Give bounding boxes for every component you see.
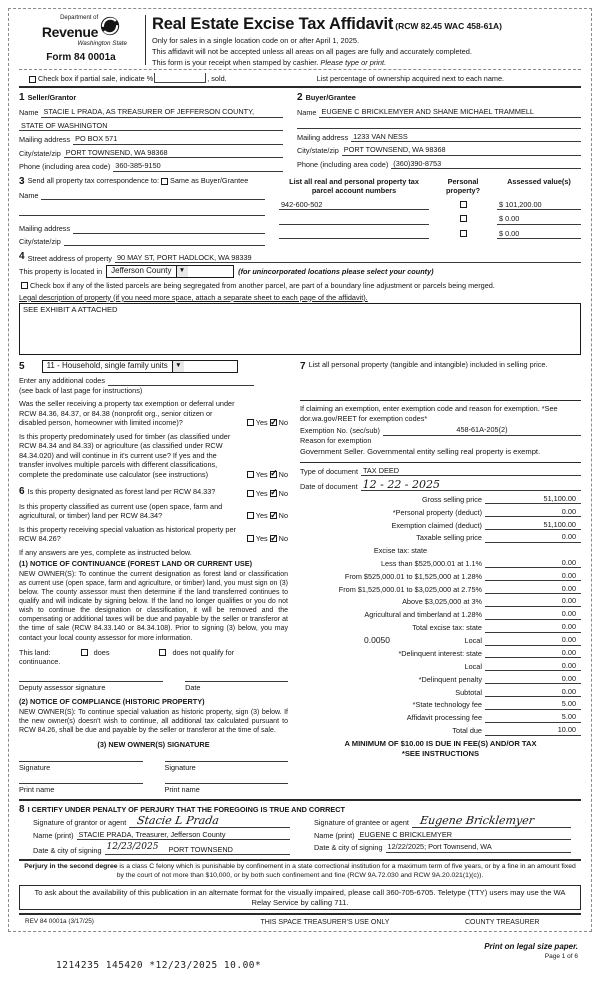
header-note-2: This affidavit will not be accepted unless all areas on all pages are fully and accurately completed. (152, 47, 472, 57)
subtotal-value[interactable]: 0.00 (485, 687, 581, 697)
segregated-checkbox[interactable] (21, 282, 28, 289)
notice-continuance-body: NEW OWNER(S): To continue the current designation as forest land or classification as current use (open space, farm and agriculture, or timber) land, you must sign on (3) below. The county assessor must then determine if the land transferred continues to qualify and will indicate by signing below. If the land no longer qualifies or you do not wish to continue the designation or classification, it will be removed and the compensating or additional taxes will be due and payable by the seller or transferor at the time of sale (RCW 84.33.140 or 84.34.108). Prior to signing (3) below, you may contact your local county assessor for more information. (19, 570, 288, 642)
county-dropdown[interactable] (106, 265, 234, 278)
agricultural-value[interactable]: 0.00 (485, 609, 581, 619)
doc-type-label: Type of document (300, 466, 359, 476)
correspondence-label: Send all property tax correspondence to: (27, 176, 159, 186)
forest-question: Is this property designated as forest land per RCW 84.33? (27, 487, 216, 496)
exemption-no-field[interactable]: 458-61A-205(2) (383, 425, 581, 435)
new-owner-print-line-1[interactable] (19, 783, 143, 794)
same-as-buyer-label: Same as Buyer/Grantee (170, 176, 249, 186)
print-name-label-1: Print name (19, 784, 55, 794)
revenue-wordmark: Revenue (41, 23, 99, 40)
parcel-number-3[interactable] (279, 229, 429, 239)
bracket-3-value[interactable]: 0.00 (485, 584, 581, 594)
section-use (19, 360, 288, 373)
treasurer-use-label: THIS SPACE TREASURER'S USE ONLY (260, 919, 390, 927)
land-use-code-value: 11 - Household, single family units (46, 361, 168, 371)
codes-note: (see back of last page for instructions) (19, 385, 143, 395)
section-certify (19, 799, 581, 855)
corr-name-field[interactable] (41, 192, 265, 200)
corr-city-field[interactable] (64, 238, 265, 246)
bracket-1-value[interactable]: 0.00 (485, 558, 581, 568)
personal-property-deduct-label: *Personal property (deduct) (392, 507, 482, 517)
timber-question: Is this property predominately used for timber (as classified under RCW 84.34 and 84.33) or agriculture (as classified under RCW 84.34.020) and will continue in it's current use? If yes and the transfer involves multiple parcels with different classifications, complete the predominate use calculator (see instructions) (19, 431, 231, 479)
partial-sale-percent-field[interactable] (154, 73, 206, 83)
county-note: (for unincorporated locations please select your county) (238, 266, 434, 276)
forest-yes-checkbox[interactable] (247, 490, 254, 497)
bracket-4-label: Above $3,025,000 at 3% (402, 597, 482, 607)
buyer-mailing-field[interactable]: 1233 VAN NESS (351, 132, 581, 142)
cashier-stamp: 1214235 145420 *12/23/2025 10.00* (56, 960, 262, 972)
current-use-no-checkbox[interactable] (270, 512, 277, 519)
section-1-number: 1 (19, 92, 25, 104)
land-does-checkbox[interactable] (81, 649, 88, 656)
seller-name-field-2[interactable]: STATE OF WASHINGTON (19, 121, 283, 131)
exemption-reason-label: Reason for exemption (300, 435, 372, 445)
historic-no-checkbox[interactable] (270, 535, 277, 542)
partial-sale-label: Check box if partial sale, indicate % (38, 73, 154, 83)
grantor-name-field[interactable]: STACIE PRADA, Treasurer, Jefferson County (77, 830, 290, 840)
bracket-1-label: Less than $525,000.01 at 1.1% (380, 558, 482, 568)
section-personal-property (300, 360, 581, 373)
alternate-format-notice: To ask about the availability of this publication in an alternate format for the visually impaired, please call 360-705-6705. Teletype (TTY) users may use the WA Relay Service by calling 711. (19, 885, 581, 911)
partial-sale-row (19, 69, 581, 86)
minimum-fee-note: A MINIMUM OF $10.00 IS DUE IN FEE(S) AND/OR TAX (344, 738, 537, 748)
seller-name-field[interactable]: STACIE L PRADA, AS TREASURER OF JEFFERSON COUNTY, (41, 107, 283, 117)
print-note: Print on legal size paper. (484, 942, 578, 952)
total-excise-state-label: Total excise tax: state (412, 623, 482, 633)
section-4-number: 4 (19, 251, 25, 263)
corr-name-label: Name (19, 190, 39, 200)
assessed-value-1[interactable]: $ 101,200.00 (497, 200, 581, 210)
gross-selling-price-label: Gross selling price (421, 494, 482, 504)
header-note-3: This form is your receipt when stamped by cashier. Please type or print. (152, 57, 387, 67)
delinquent-interest-state-value[interactable]: 0.00 (485, 648, 581, 658)
personal-property-deduct-value[interactable]: 0.00 (485, 507, 581, 517)
section-correspondence (19, 174, 273, 246)
see-instructions-note: *SEE INSTRUCTIONS (401, 748, 480, 758)
local-tax-value[interactable]: 0.00 (485, 635, 581, 645)
section-6-number: 6 (19, 486, 25, 497)
buyer-city-label: City/state/zip (297, 146, 339, 156)
street-address-field[interactable]: 90 MAY ST, PORT HADLOCK, WA 98339 (115, 253, 581, 263)
grantor-date-field[interactable]: 12/23/2025 (105, 842, 167, 855)
doc-date-field[interactable]: 12 - 22 - 2025 (361, 479, 581, 491)
same-as-buyer-checkbox[interactable] (161, 178, 168, 185)
parcel-col-header: List all real and personal property tax parcel account numbers (289, 176, 419, 196)
title-rcw-ref: (RCW 82.45 WAC 458-61A) (395, 21, 503, 31)
header-divider (145, 15, 146, 65)
grantor-signature-field[interactable] (129, 813, 290, 828)
parcel-table (273, 174, 581, 246)
grantee-signature-field[interactable] (412, 813, 571, 828)
corr-mailing-label: Mailing address (19, 224, 71, 234)
located-in-label: This property is located in (19, 266, 103, 276)
exemption-claimed-label: Exemption claimed (deduct) (391, 520, 482, 530)
buyer-title: Buyer/Grantee (305, 93, 356, 103)
grantor-sig-label: Signature of grantor or agent (33, 818, 127, 828)
exemption-claimed-value[interactable]: 51,100.00 (485, 520, 581, 530)
washington-state-label: Washington State (77, 39, 127, 47)
assessed-col-header: Assessed value(s) (507, 176, 571, 186)
delinquent-penalty-value[interactable]: 0.00 (485, 674, 581, 684)
seller-phone-label: Phone (including area code) (19, 162, 111, 172)
dor-logo-block (21, 13, 139, 67)
section-3-number: 3 (19, 175, 25, 187)
new-owner-signature-line-2[interactable] (165, 761, 289, 772)
deputy-assessor-label: Deputy assessor signature (19, 682, 106, 692)
exemption-no-label: Exemption No. (sec/sub) (300, 426, 380, 436)
seller-title: Seller/Grantor (27, 93, 77, 103)
corr-name-field-2[interactable] (19, 208, 265, 216)
section-2-number: 2 (297, 92, 303, 104)
section-property (19, 250, 581, 355)
form-footer (19, 913, 581, 929)
seller-name-label: Name (19, 108, 39, 118)
timber-yes-checkbox[interactable] (247, 471, 254, 478)
notice-compliance-title: (2) NOTICE OF COMPLIANCE (HISTORIC PROPERTY) (19, 697, 205, 707)
exemption-reason-field[interactable]: Government Seller. Governmental entity selling real property is exempt. (300, 447, 541, 457)
delinquent-interest-state-label: *Delinquent interest: state (398, 648, 482, 658)
seller-phone-field[interactable]: 360-385-9150 (113, 161, 283, 171)
section-5-number: 5 (19, 361, 25, 373)
grantor-signature: Stacie L Prada (136, 813, 221, 827)
total-due-value[interactable]: 10.00 (485, 725, 581, 735)
form-number: Form 84 0001a (46, 52, 116, 64)
assessed-value-3[interactable]: $ 0.00 (497, 229, 581, 239)
delinquent-interest-local-label: Local (464, 661, 482, 671)
divider-line (300, 400, 581, 401)
form-border: Department of Revenue Washington State Form 84 0001a Real Estate Excise Tax Affidavit (RCW 82.45 WAC 458-61A) Only for sales in a single location code on or after April 1, 2025. This affidavit will not be accepted unless all areas on all pages are fully and accurately completed. This form is your receipt when stamped by cashier. Please type or print. Check box if partial sale, indicate % , sold. List percentage of ownership acquired next to each name. 1 Seller/Grantor Name STACIE L PRADA, AS TREASURER OF JEFFERSON COUNTY, STATE OF WASHINGTON Mailing address PO BOX 571 City/state/zip PORT TOWNSEND, WA 98368 Phone (including area code) 360-385-9150 2 Buyer/Grantee Name EUGENE C BRICKLEMYER AND SHANE MICHAEL TRAMMELL Mailing address 1233 VAN NESS City/state/zip PORT TOWNSEND, WA 98368 Phone (including area code) (360)390-8753 3 Send all property tax correspondence to: Same as Buyer/Grantee Name Mailing address City/state/zip List all real and personal property tax parcel account numbers Personal property? Assessed value(s) 942-600-502 $ 101,200.00 $ 0.00 $ 0.00 4 Street address of property 90 MAY ST, PORT HADLOCK, WA 98339 This property is located in Jefferson County ▼ (for unincorporated locations please select your county) Check box if any of the listed parcels are being segregated from another parcel, are part of a boundary line adjustment or parcels being merged. Legal description of property (if you need more space, attach a separate sheet to each page of the affidavit). SEE EXHIBIT A ATTACHED 5 11 - Household, single family units ▼ Enter any additional codes (see back of last page for instructions) Was the seller receiving a property tax exemption or deferral under RCW 84.36, 84.37, or 84.38 (nonprofit org., senior citizen or disabled person, homeowner with limited income)? Yes ✓ No Is this property predominately used for timber (as classified under RCW 84.34 and 84.33) or agriculture (as classified under RCW 84.34.020) and will continue in it's current use? If yes and the transfer involves multiple parcels with different classifications, complete the predominate use calculator (see instructions) Yes ✓ No 6 Is this property designated as forest land per RCW 84.33? Yes ✓ No Is this property classified as current use (open space, farm and agricultural, or timber) land per RCW 84.34? Yes ✓ No Is this property receiving special valuation as historical property per RCW 84.26? Yes ✓ No If any answers are yes, complete as instructed below. (1) NOTICE OF CONTINUANCE (FOREST LAND OR CURRENT USE) NEW OWNER(S): To continue the current designation as forest land or classification as current use (open space, farm and agriculture, or timber) land, you must sign on (3) below. The county assessor must then determine if the land transferred continues to qualify and will indicate by signing below. If the land no longer qualifies or you do not wish to continue the designation or classification, it will be removed and the compensating or additional taxes will be due and payable by the seller or transferor at the time of sale (RCW 84.33.140 or 84.34.108). Prior to signing (3) below, you may contact your local county assessor for more information. This land: does does not qualify for continuance. Deputy assessor signature Date (2) NOTICE OF COMPLIANCE (HISTORIC PROPERTY) NEW OWNER(S): To continue special valuation as historic property, sign (3) below. If the new owner(s) doesn't wish to continue, all additional tax calculated pursuant to RCW 84.26, shall be due and payable by the seller or transferor at the time of sale. (3) NEW OWNER(S) SIGNATURE Signature Signature Print name Print name 7 List all personal property (tangible and intangible) included in selling price. If claiming an exemption, enter exemption code and reason for exemption. *See dor.wa.gov/REET for exemption codes* Exemption No. (sec/sub) 458-61A-205(2) Reason for exemption Government Seller. Governmental entity selling real property is exempt. Type of document TAX DEED Date of document 12 - 22 - 2025 Gross selling price 51,100.00 *Personal property (deduct) 0.00 Exemption claimed (deduct) 51,100.00 Taxable selling price 0.00 Excise tax: state Less than $525,000.01 at 1.1% 0.00 From $525,000.01 to $1,525,000 at 1.28% 0.00 From $1,525,000.01 to $3,025,000 at 2.75% 0.00 Above $3,025,000 at 3% 0.00 Agricultural and timberland at 1.28% 0.00 Total excise tax: state 0.00 0.0050 Local 0.00 *Delinquent interest: state 0.00 Local 0.00 *Delinquent penalty 0.00 Subtotal 0.00 *State technology fee 5.00 Affidavit processing fee 5.00 Total due 10.00 A MINIMUM OF $10.00 IS DUE IN FEE(S) AND/OR TAX *SEE INSTRUCTIONS 8 I CERTIFY UNDER PENALTY OF PERJURY THAT THE FOREGOING IS TRUE AND CORRECT Signature of grantor or agent Stacie L Prada Name (print) STACIE PRADA, Treasurer, Jefferson County Date & city of signing 12/23/2025 PORT TOWNSEND Signature of grantee or agent Eugene Bricklemyer Name (print) EUGENE C BRICKLEMYER Date & city of signing 12/22/2025; Port Townsend, WA Perjury in the second degree is a class C felony which is punishable by confinement in a state correctional institution for a maximum term of five years, or by a fine in an amount fixed by the court of not more than $10,000, or by both such confinement and fine (RCW 9A.72.030 and RCW 9A.20.021(1)(c)). To ask about the availability of this publication in an alternate format for the visually impaired, please call 360-705-6705. Teletype (TTY) users may use the WA Relay Service by calling 711. REV 84 0001a (3/17/25) THIS SPACE TREASURER'S USE ONLY COUNTY TREASURER (8, 8, 592, 932)
new-owner-print-line-2[interactable] (165, 783, 289, 794)
deferral-question: Was the seller receiving a property tax exemption or deferral under RCW 84.36, 84.37, or 84.38 (nonprofit org., senior citizen or disabled person, homeowner with limited income)? (19, 399, 235, 428)
grantee-signature: Eugene Bricklemyer (419, 813, 535, 827)
historic-question: Is this property receiving special valuation as historical property per RCW 84.26? (19, 524, 236, 544)
perjury-notice: Perjury in the second degree is a class C felony which is punishable by confinement in a state correctional institution for a maximum term of five years, or by a fine in an amount fixed by the court of not more than $10,000, or by both such confinement and fine (RCW 9A.72.030 and RCW 9A.20.021(1)(c)). (19, 859, 581, 883)
gross-selling-price-value[interactable]: 51,100.00 (485, 494, 581, 504)
doc-date-label: Date of document (300, 481, 358, 491)
continuance-label: continuance. (19, 657, 61, 667)
section-buyer (291, 90, 581, 171)
grantee-date-label: Date & city of signing (314, 843, 383, 853)
deputy-date-label: Date (185, 682, 201, 692)
land-does-not-checkbox[interactable] (159, 649, 166, 656)
excise-tax-state-header: Excise tax: state (373, 545, 428, 555)
affidavit-processing-fee-value[interactable]: 5.00 (485, 712, 581, 722)
new-owner-signature-title: (3) NEW OWNER(S) SIGNATURE (97, 739, 210, 749)
corr-city-label: City/state/zip (19, 236, 61, 246)
bracket-3-label: From $1,525,000.01 to $3,025,000 at 2.75% (338, 584, 482, 594)
buyer-city-field[interactable]: PORT TOWNSEND, WA 98368 (342, 145, 581, 155)
total-due-label: Total due (452, 726, 482, 736)
personal-property-checkbox-3[interactable] (460, 230, 467, 237)
exemption-intro: If claiming an exemption, enter exemption code and reason for exemption. *See dor.wa.gov/REET for exemption codes* (300, 404, 558, 423)
personal-property-checkbox-2[interactable] (460, 215, 467, 222)
buyer-mailing-label: Mailing address (297, 132, 349, 142)
grantee-name-label: Name (print) (314, 830, 355, 840)
assessed-value-2[interactable]: $ 0.00 (497, 214, 581, 224)
deputy-date-line[interactable] (185, 681, 288, 692)
local-tax-label: Local (464, 636, 482, 646)
delinquent-interest-local-value[interactable]: 0.00 (485, 661, 581, 671)
section-8-number: 8 (19, 804, 25, 816)
divider-line-2 (300, 462, 581, 463)
page-title: Real Estate Excise Tax Affidavit (152, 15, 394, 33)
any-yes-note: If any answers are yes, complete as instructed below. (19, 547, 192, 557)
grantor-date-label: Date & city of signing (33, 845, 102, 855)
header-note-1: Only for sales in a single location code on or after April 1, 2025. (152, 36, 360, 46)
taxable-selling-price-value[interactable]: 0.00 (485, 532, 581, 542)
personal-property-checkbox-1[interactable] (460, 201, 467, 208)
personal-col-header: Personal property? (445, 176, 481, 196)
county-dropdown-value: Jefferson County (111, 266, 172, 276)
dor-logo-icon (100, 16, 120, 36)
new-owner-signature-line-1[interactable] (19, 761, 143, 772)
notice-continuance-title: (1) NOTICE OF CONTINUANCE (FOREST LAND OR CURRENT USE) (19, 559, 253, 569)
partial-sale-checkbox[interactable] (29, 76, 36, 83)
buyer-phone-label: Phone (including area code) (297, 159, 389, 169)
section-designation: 6 Is this property designated as forest land per RCW 84.33? Yes ✓ No (19, 485, 288, 498)
bracket-2-value[interactable]: 0.00 (485, 571, 581, 581)
page-indicator: Page 1 of 6 (544, 952, 578, 960)
buyer-name-label: Name (297, 108, 317, 118)
current-use-yes-checkbox[interactable] (247, 512, 254, 519)
additional-codes-field[interactable] (108, 378, 254, 386)
deputy-assessor-signature-line[interactable] (19, 681, 163, 692)
buyer-phone-field[interactable]: (360)390-8753 (391, 159, 581, 169)
additional-codes-label: Enter any additional codes (19, 376, 105, 386)
legal-description-field[interactable]: SEE EXHIBIT A ATTACHED (19, 303, 581, 355)
deferral-yes-checkbox[interactable] (247, 419, 254, 426)
notice-compliance-body: NEW OWNER(S): To continue special valuation as historic property, sign (3) below. If the new owner(s) doesn't wish to continue, all additional tax calculated pursuant to RCW 84.26, shall be due and payable by the seller or transferor at the time of sale. (19, 708, 288, 734)
grantor-city-field[interactable]: PORT TOWNSEND (167, 845, 290, 855)
grantee-name-field[interactable]: EUGENE C BRICKLEMYER (358, 830, 571, 840)
this-land-label: This land: (19, 647, 51, 657)
bracket-2-label: From $525,000.01 to $1,525,000 at 1.28% (344, 571, 482, 581)
buyer-name-field[interactable]: EUGENE C BRICKLEMYER AND SHANE MICHAEL TRAMMELL (319, 107, 581, 117)
seller-city-field[interactable]: PORT TOWNSEND, WA 98368 (64, 148, 283, 158)
does-label: does (93, 647, 110, 657)
deferral-no-checkbox[interactable] (270, 419, 277, 426)
below-form-area (8, 932, 592, 972)
grantor-name-label: Name (print) (33, 830, 74, 840)
county-treasurer-label: COUNTY TREASURER (465, 919, 540, 927)
rev-number: REV 84 0001a (3/17/25) (25, 918, 94, 926)
land-use-dropdown-arrow-icon[interactable]: ▼ (172, 361, 184, 372)
delinquent-penalty-label: *Delinquent penalty (418, 674, 482, 684)
buyer-name-field-2[interactable] (297, 121, 581, 129)
print-name-label-2: Print name (164, 784, 200, 794)
taxable-selling-price-label: Taxable selling price (416, 533, 482, 543)
bracket-4-value[interactable]: 0.00 (485, 596, 581, 606)
state-technology-fee-value[interactable]: 5.00 (485, 699, 581, 709)
ownership-note: List percentage of ownership acquired next to each name. (316, 73, 505, 83)
state-technology-fee-label: *State technology fee (412, 700, 482, 710)
parcel-number-2[interactable] (279, 214, 429, 224)
personal-property-label: List all personal property (tangible and intangible) included in selling price. (308, 360, 548, 370)
section-seller (19, 90, 291, 171)
doc-type-field[interactable]: TAX DEED (361, 466, 581, 476)
legal-description-label: Legal description of property (if you need more space, attach a separate sheet to each page of the affidavit). (19, 292, 368, 302)
seller-city-label: City/state/zip (19, 148, 61, 158)
seller-mailing-field[interactable]: PO BOX 571 (73, 134, 283, 144)
affidavit-processing-fee-label: Affidavit processing fee (406, 713, 482, 723)
partial-sale-suffix: , sold. (207, 73, 227, 83)
does-not-label: does not qualify for (172, 647, 235, 657)
parcel-number-1[interactable]: 942-600-502 (279, 200, 429, 210)
agricultural-label: Agricultural and timberland at 1.28% (364, 610, 482, 620)
corr-mailing-field[interactable] (73, 226, 265, 234)
county-dropdown-arrow-icon[interactable]: ▼ (176, 266, 188, 277)
forest-no-checkbox[interactable] (270, 490, 277, 497)
current-use-question: Is this property classified as current use (open space, farm and agricultural, or timber) land per RCW 84.34? (19, 502, 223, 521)
section-7-number: 7 (300, 361, 306, 373)
signature-label-2: Signature (164, 763, 196, 773)
grantee-date-field[interactable]: 12/22/2025; Port Townsend, WA (386, 842, 571, 852)
street-address-label: Street address of property (27, 253, 112, 263)
land-use-code-dropdown[interactable] (42, 360, 238, 373)
timber-no-checkbox[interactable] (270, 471, 277, 478)
dept-of-label: Department of (60, 15, 99, 21)
local-rate: 0.0050 (364, 634, 390, 645)
certify-statement: I CERTIFY UNDER PENALTY OF PERJURY THAT THE FOREGOING IS TRUE AND CORRECT (27, 805, 345, 815)
segregated-label: Check box if any of the listed parcels are being segregated from another parcel, are part of a boundary line adjustment or parcels being merged. (30, 281, 495, 291)
total-excise-state-value[interactable]: 0.00 (485, 622, 581, 632)
subtotal-label: Subtotal (455, 687, 482, 697)
signature-label-1: Signature (19, 763, 51, 773)
historic-yes-checkbox[interactable] (247, 535, 254, 542)
grantee-sig-label: Signature of grantee or agent (314, 818, 409, 828)
seller-mailing-label: Mailing address (19, 135, 71, 145)
form-header (19, 9, 581, 69)
